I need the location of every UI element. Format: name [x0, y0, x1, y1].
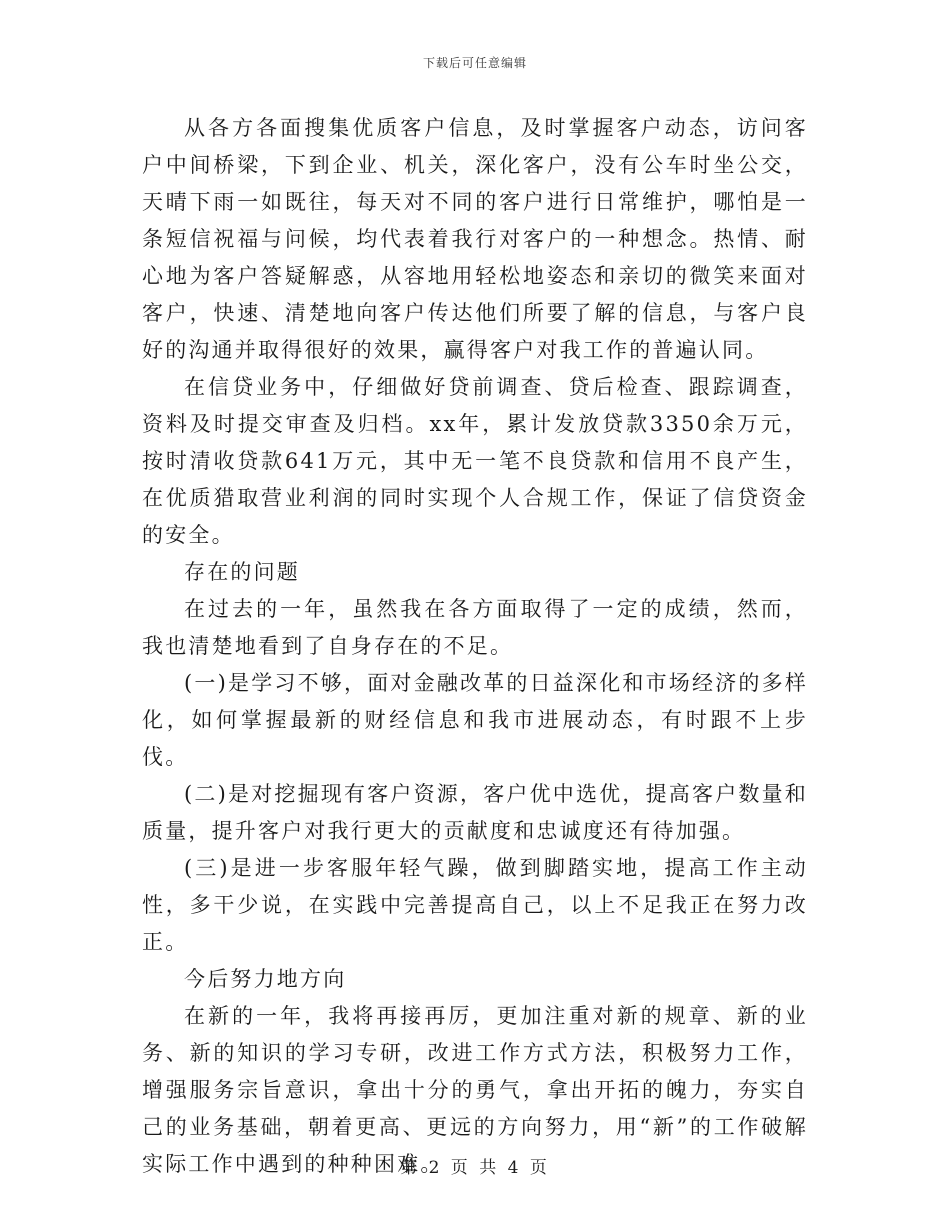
section-heading-future-direction: 今后努力地方向	[184, 967, 347, 991]
page-number-footer: 第 2 页 共 4 页	[400, 1158, 550, 1178]
paragraph-credit-business: 在信贷业务中，仔细做好贷前调查、贷后检查、跟踪调查，资料及时提交审查及归档。xx年，累计发放贷款3350余万元，按时清收贷款641万元，其中无一笔不良贷款和信用不良产生，在优质猎取营业利润的同时实现个人合规工作，保证了信贷资金的安全。	[142, 375, 808, 547]
paragraph-future-plan: 在新的一年，我将再接再厉，更加注重对新的规章、新的业务、新的知识的学习专研，改进工作方式方法，积极努力工作，增强服务宗旨意识，拿出十分的勇气，拿出开拓的魄力，夯实自己的业务基础，朝着更高、更远的方向努力，用“新”的工作破解实际工作中遇到的种种困难。	[142, 1004, 808, 1176]
paragraph-customer-service: 从各方各面搜集优质客户信息，及时掌握客户动态，访问客户中间桥梁，下到企业、机关，深化客户，没有公车时坐公交，天晴下雨一如既往，每天对不同的客户进行日常维护，哪怕是一条短信祝福与问候，均代表着我行对客户的一种想念。热情、耐心地为客户答疑解惑，从容地用轻松地姿态和亲切的微笑来面对客户，快速、清楚地向客户传达他们所要了解的信息，与客户良好的沟通并取得很好的效果，赢得客户对我工作的普遍认同。	[142, 116, 808, 362]
paragraph-problem-2: (二)是对挖掘现有客户资源，客户优中选优，提高客户数量和质量，提升客户对我行更大的贡献度和忠诚度还有待加强。	[142, 782, 808, 843]
section-heading-problems: 存在的问题	[184, 560, 300, 584]
page-header: 下载后可任意编辑	[422, 56, 527, 70]
paragraph-problem-1: (一)是学习不够，面对金融改革的日益深化和市场经济的多样化，如何掌握最新的财经信息和我市进展动态，有时跟不上步伐。	[142, 671, 808, 769]
paragraph-problems-intro: 在过去的一年，虽然我在各方面取得了一定的成绩，然而，我也清楚地看到了自身存在的不足。	[142, 597, 808, 658]
document-body	[142, 110, 808, 1183]
paragraph-problem-3: (三)是进一步客服年轻气躁，做到脚踏实地，提高工作主动性，多干少说，在实践中完善提高自己，以上不足我正在努力改正。	[142, 856, 808, 954]
